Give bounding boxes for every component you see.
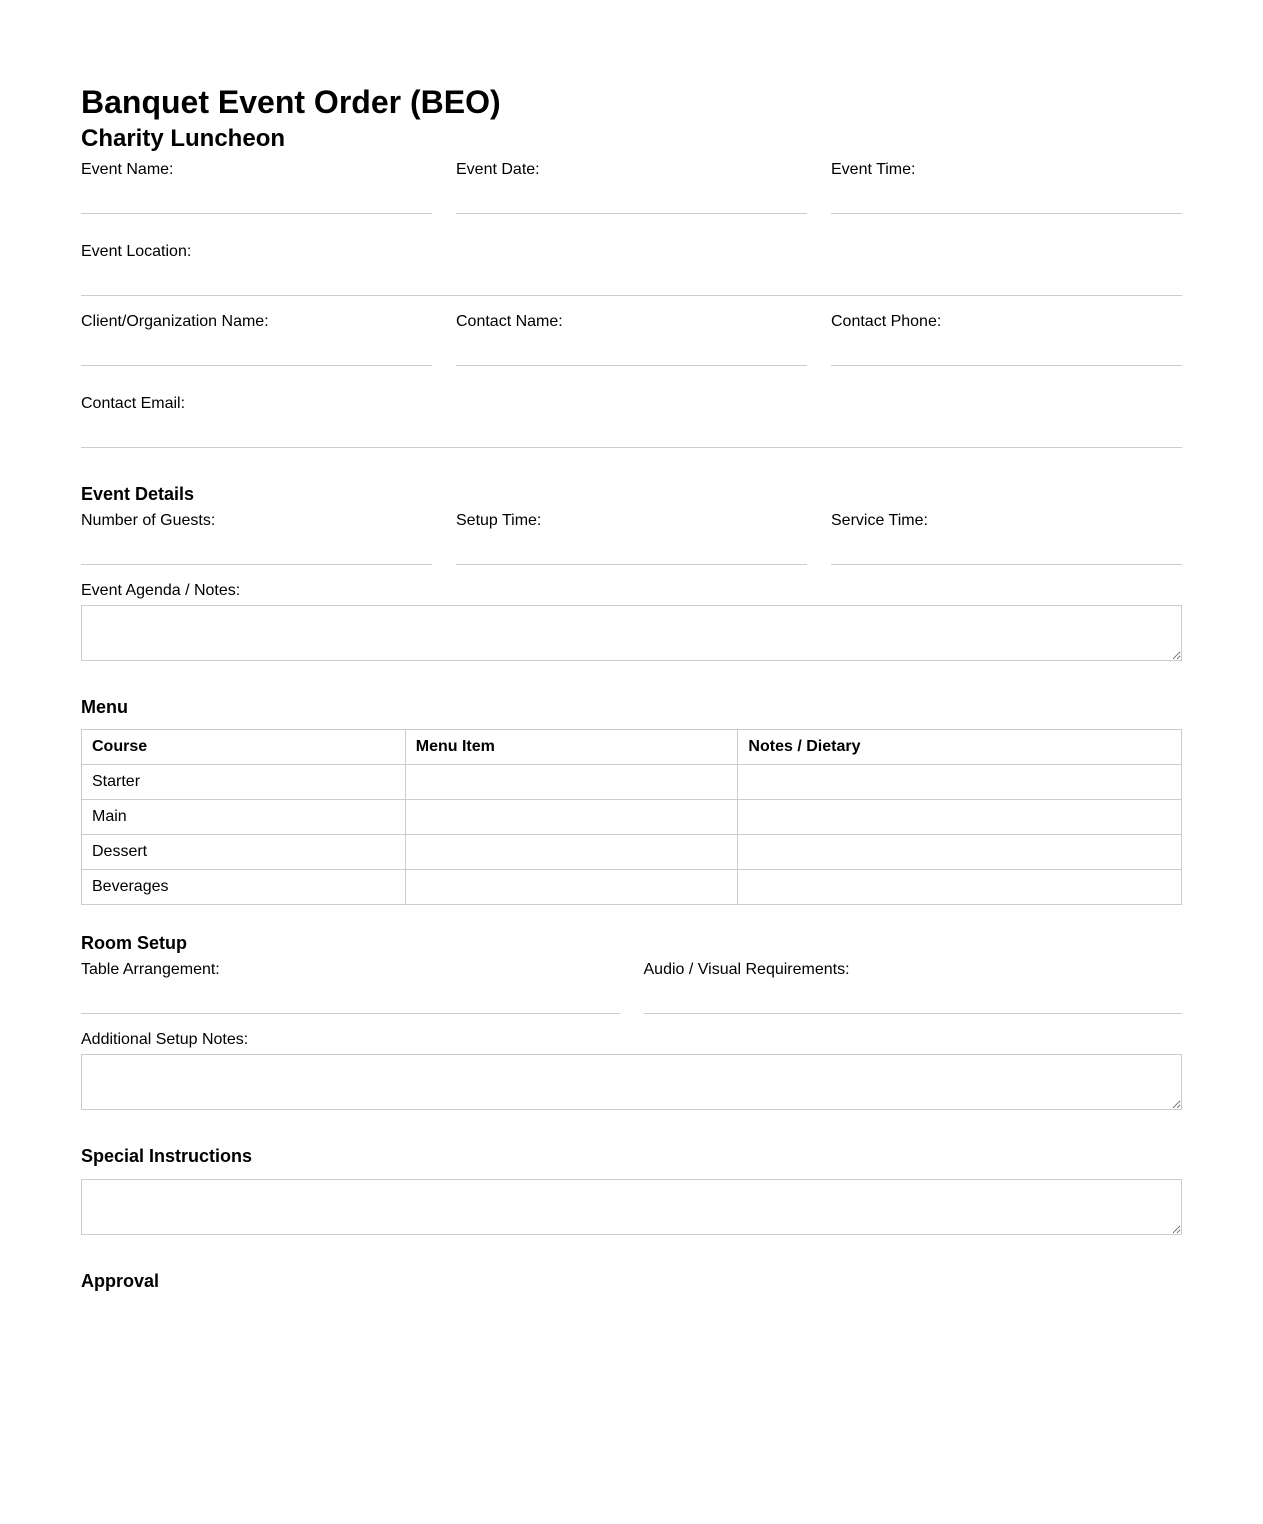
guests-input[interactable] (81, 532, 432, 565)
room-setup-heading: Room Setup (81, 933, 187, 953)
course-cell: Beverages (82, 870, 406, 905)
notes-cell[interactable] (738, 870, 1182, 905)
event-location-label: Event Location: (81, 243, 192, 260)
av-requirements-input[interactable] (644, 981, 1183, 1014)
client-name-input[interactable] (81, 333, 432, 366)
contact-name-label: Contact Name: (456, 313, 563, 330)
menu-heading: Menu (81, 697, 128, 717)
contact-email-field-group (81, 395, 1182, 448)
menu-table-header-row (82, 730, 1182, 765)
agenda-field-group (81, 582, 1182, 661)
room-setup-row (81, 961, 1182, 1014)
service-time-label: Service Time: (831, 512, 928, 529)
course-cell: Main (82, 800, 406, 835)
page-title: Banquet Event Order (BEO) (81, 84, 501, 120)
event-basics-row (81, 161, 1182, 214)
course-cell: Starter (82, 765, 406, 800)
table-arrangement-input[interactable] (81, 981, 620, 1014)
column-header-course: Course (82, 730, 406, 765)
event-details-row (81, 512, 1182, 565)
setup-time-field-group (456, 512, 807, 565)
column-header-menu-item: Menu Item (405, 730, 738, 765)
contact-phone-input[interactable] (831, 333, 1182, 366)
av-requirements-label: Audio / Visual Requirements: (643, 961, 850, 978)
additional-setup-notes-field-group (81, 1031, 1182, 1110)
table-arrangement-field-group (81, 961, 620, 1014)
notes-cell[interactable] (738, 765, 1182, 800)
special-instructions-heading: Special Instructions (81, 1146, 253, 1166)
contact-email-row (81, 395, 1182, 448)
event-time-input[interactable] (831, 181, 1182, 214)
course-cell: Dessert (82, 835, 406, 870)
table-row (82, 870, 1182, 905)
column-header-notes: Notes / Dietary (738, 730, 1182, 765)
event-details-heading: Event Details (81, 484, 195, 504)
client-contact-row (81, 313, 1182, 366)
additional-setup-notes-textarea[interactable] (81, 1054, 1182, 1110)
event-name-label: Event Name: (81, 161, 174, 178)
menu-item-cell[interactable] (405, 800, 738, 835)
special-instructions-textarea[interactable] (81, 1179, 1182, 1235)
notes-cell[interactable] (738, 835, 1182, 870)
service-time-input[interactable] (831, 532, 1182, 565)
menu-table (81, 729, 1182, 905)
guests-label: Number of Guests: (81, 512, 216, 529)
client-name-label: Client/Organization Name: (81, 313, 269, 330)
contact-phone-field-group (831, 313, 1182, 366)
client-name-field-group (81, 313, 432, 366)
menu-item-cell[interactable] (405, 835, 738, 870)
contact-name-input[interactable] (456, 333, 807, 366)
notes-cell[interactable] (738, 800, 1182, 835)
service-time-field-group (831, 512, 1182, 565)
setup-time-input[interactable] (456, 532, 807, 565)
event-subtitle: Charity Luncheon (81, 125, 286, 152)
contact-email-input[interactable] (81, 415, 1182, 448)
agenda-textarea[interactable] (81, 605, 1182, 661)
menu-item-cell[interactable] (405, 765, 738, 800)
guests-field-group (81, 512, 432, 565)
event-date-label: Event Date: (456, 161, 540, 178)
event-location-row (81, 243, 1182, 296)
table-row (82, 765, 1182, 800)
event-time-field-group (831, 161, 1182, 214)
event-name-input[interactable] (81, 181, 432, 214)
contact-phone-label: Contact Phone: (831, 313, 942, 330)
event-time-label: Event Time: (831, 161, 916, 178)
contact-name-field-group (456, 313, 807, 366)
agenda-label: Event Agenda / Notes: (81, 582, 241, 599)
event-date-input[interactable] (456, 181, 807, 214)
table-arrangement-label: Table Arrangement: (81, 961, 220, 978)
event-location-input[interactable] (81, 263, 1182, 296)
event-date-field-group (456, 161, 807, 214)
approval-heading: Approval (81, 1271, 160, 1291)
av-requirements-field-group (644, 961, 1183, 1014)
special-instructions-field-group (81, 1179, 1182, 1235)
table-row (82, 835, 1182, 870)
event-location-field-group (81, 243, 1182, 296)
menu-item-cell[interactable] (405, 870, 738, 905)
additional-setup-notes-label: Additional Setup Notes: (81, 1031, 249, 1048)
table-row (82, 800, 1182, 835)
contact-email-label: Contact Email: (81, 395, 186, 412)
setup-time-label: Setup Time: (456, 512, 542, 529)
event-name-field-group (81, 161, 432, 214)
